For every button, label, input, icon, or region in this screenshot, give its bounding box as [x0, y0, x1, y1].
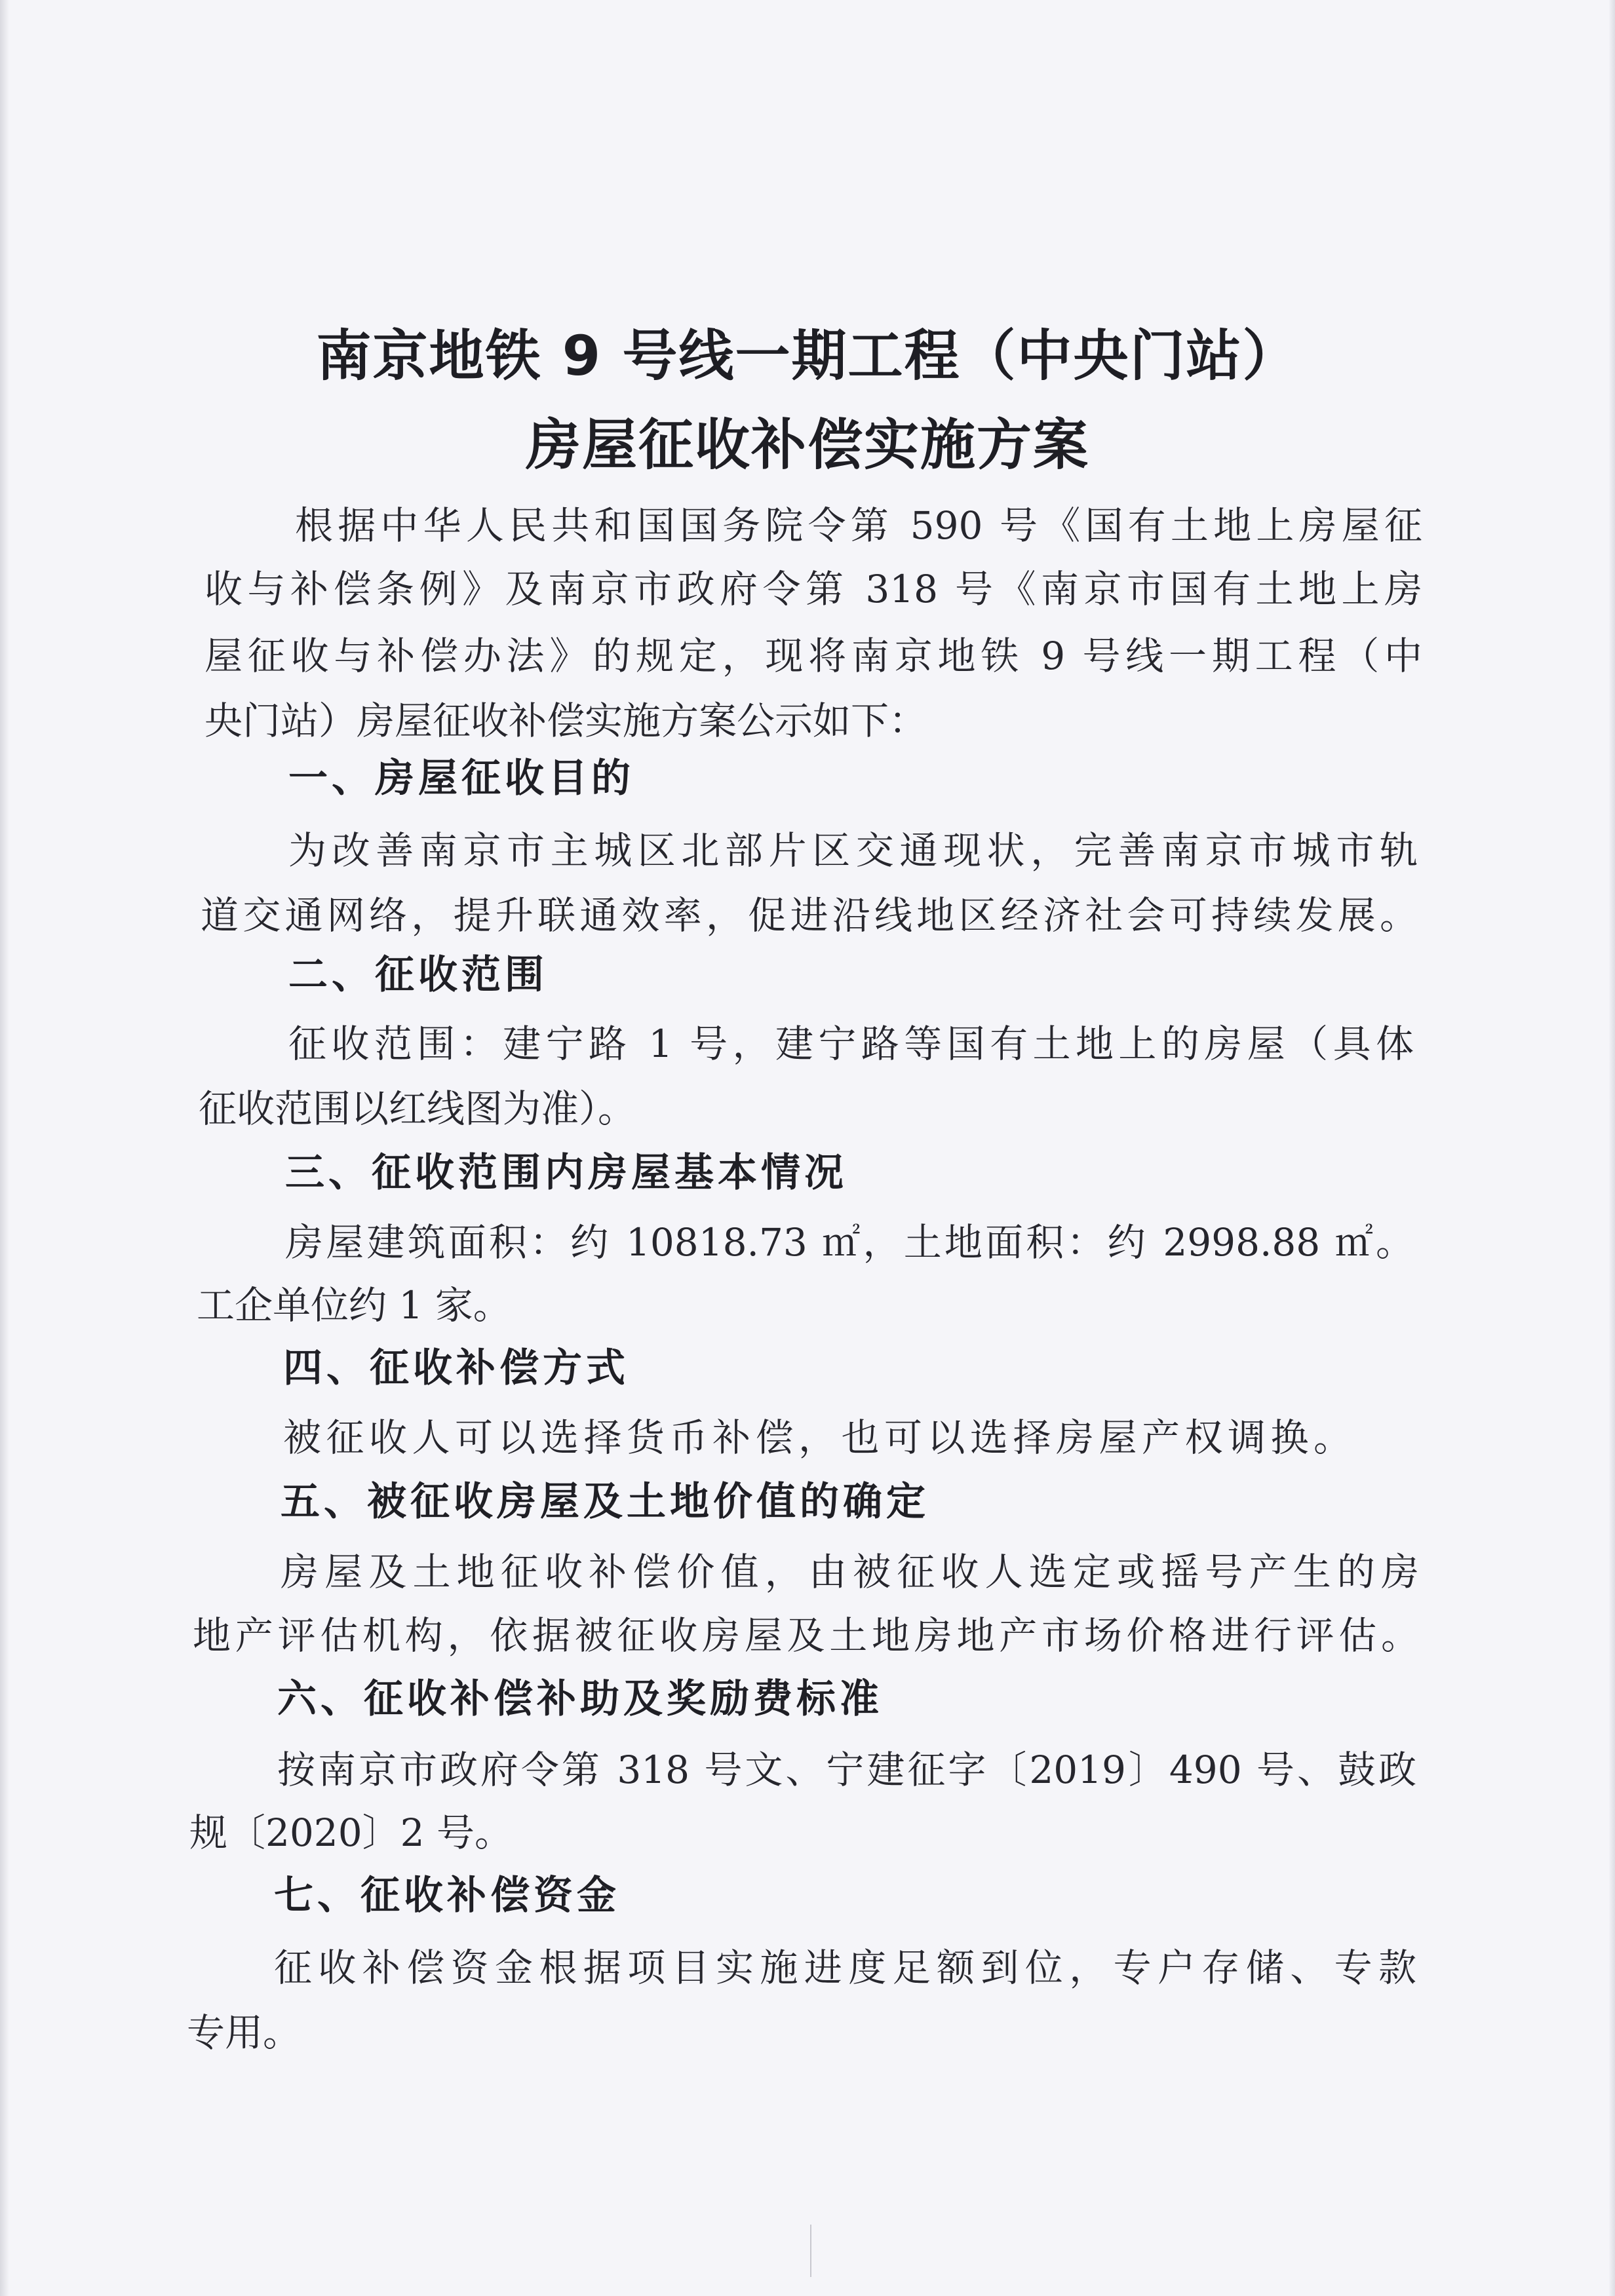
section-heading: 四、征收补偿方式 [283, 1345, 629, 1391]
section-text-line: 地产评估机构，依据被征收房屋及土地房地产市场价格进行评估。 [193, 1613, 1419, 1658]
section-text-line: 按南京市政府令第 318 号文、宁建征字〔2019〕490 号、鼓政 [277, 1748, 1416, 1792]
section-text-line: 征收补偿资金根据项目实施进度足额到位，专户存储、专款 [274, 1945, 1416, 1990]
document-title: 南京地铁 9 号线一期工程（中央门站） [316, 324, 1299, 388]
section-text-line: 房屋建筑面积：约 10818.73 ㎡，土地面积：约 2998.88 ㎡。 [285, 1220, 1414, 1265]
document-subtitle: 房屋征收补偿实施方案 [525, 413, 1089, 477]
intro-line: 收与补偿条例》及南京市政府令第 318 号《南京市国有土地上房 [204, 567, 1422, 611]
section-text-line: 专用。 [187, 2010, 302, 2055]
section-text-line: 规〔2020〕2 号。 [189, 1810, 513, 1855]
intro-line: 根据中华人民共和国国务院令第 590 号《国有土地上房屋征 [295, 503, 1422, 548]
scan-crease [810, 2225, 811, 2277]
section-heading: 三、征收范围内房屋基本情况 [285, 1150, 847, 1196]
section-text-line: 征收范围以红线图为准）。 [199, 1086, 636, 1131]
section-heading: 六、征收补偿补助及奖励费标准 [277, 1676, 883, 1722]
section-heading: 五、被征收房屋及土地价值的确定 [281, 1479, 929, 1525]
intro-line: 央门站）房屋征收补偿实施方案公示如下： [204, 698, 927, 743]
section-heading: 一、房屋征收目的 [288, 756, 634, 801]
section-text-line: 为改善南京市主城区北部片区交通现状，完善南京市城市轨 [288, 828, 1418, 873]
section-text-line: 工企单位约 1 家。 [197, 1283, 511, 1328]
section-heading: 七、征收补偿资金 [274, 1873, 620, 1919]
section-text-line: 被征收人可以选择货币补偿，也可以选择房屋产权调换。 [283, 1415, 1352, 1460]
section-heading: 二、征收范围 [288, 952, 548, 998]
section-text-line: 道交通网络，提升联通效率，促进沿线地区经济社会可持续发展。 [201, 893, 1418, 938]
section-text-line: 房屋及土地征收补偿价值，由被征收人选定或摇号产生的房 [281, 1550, 1419, 1594]
section-text-line: 征收范围：建宁路 1 号，建宁路等国有土地上的房屋（具体 [288, 1022, 1414, 1066]
intro-line: 屋征收与补偿办法》的规定，现将南京地铁 9 号线一期工程（中 [204, 634, 1422, 678]
